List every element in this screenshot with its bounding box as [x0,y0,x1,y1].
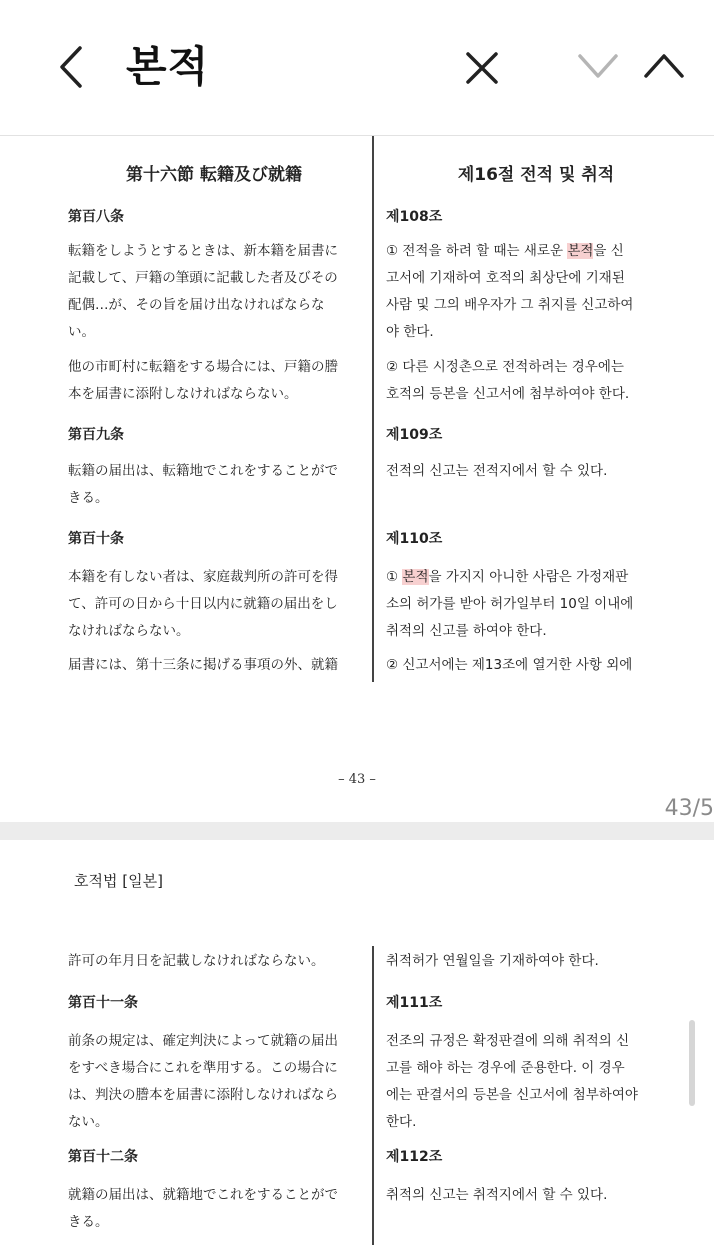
close-search-button[interactable] [462,48,502,88]
article-text-jp [68,652,362,679]
text-line: い。 [68,324,95,340]
running-head: 호적법 [일본] [74,872,163,890]
text-line: をすべき場合にこれを準用する。この場合に [68,1060,338,1076]
text-line: なければならない。 [68,623,190,639]
text-line [386,238,688,265]
text-line: 호적의 등본을 신고서에 첨부하여야 한다. [386,386,630,402]
text-line: 고를 해야 하는 경우에 준용한다. 이 경우 [386,1060,625,1076]
text-line: 本籍を有しない者は、家庭裁判所の許可を得 [68,569,338,585]
text-span: 을 가지지 아니한 사람은 가정재판 [428,569,629,585]
text-line: 소의 허가를 받아 허가일부터 10일 이내에 [386,596,634,612]
text-line: きる。 [68,1214,109,1230]
next-match-button[interactable] [576,50,620,82]
article-title-kr: 제109조 [386,427,443,443]
text-line: 本を届書に添附しなければならない。 [68,386,298,402]
text-line: 届書には、第十三条に掲げる事項の外、就籍 [68,657,338,673]
section-heading-kr: 제16절 전적 및 취적 [457,165,615,185]
article-text-jp [68,1028,362,1136]
article-title-jp: 第百十二条 [68,1149,138,1165]
text-line: ない。 [68,1114,109,1130]
article-text-jp [68,564,362,645]
chevron-down-icon [576,50,620,82]
text-span: ① [386,569,403,585]
scrollbar-thumb[interactable] [689,1020,695,1106]
text-line: ② 다른 시정촌으로 전적하려는 경우에는 [386,359,624,375]
text-line: 한다. [386,1114,417,1130]
article-text-kr [386,354,688,408]
text-line: 許可の年月日を記載しなければならない。 [68,953,325,969]
text-line: ② 신고서에는 제13조에 열거한 사항 외에 [386,657,633,673]
text-line: は、判決の謄本を届書に添附しなければなら [68,1087,338,1103]
text-span: 을 신 [593,243,624,259]
column-divider [372,136,374,682]
text-line: 취적허가 연월일을 기재하여야 한다. [386,953,599,969]
text-line: 他の市町村に転籍をする場合には、戸籍の謄 [68,359,338,375]
article-text-jp [68,458,362,512]
text-line: て、許可の日から十日以内に就籍の届出をし [68,596,338,612]
search-term[interactable]: 본적 [126,42,210,91]
article-title-kr: 제110조 [386,531,443,547]
find-in-document-bar [0,0,714,136]
column-divider [372,946,374,1245]
article-text-jp [68,1182,362,1236]
article-text-kr [386,238,688,346]
article-text-kr [386,564,688,645]
text-span: ① 전적을 하려 할 때는 새로운 [386,243,568,259]
article-title-kr: 제108조 [386,209,443,225]
search-highlight[interactable]: 본적 [567,243,594,259]
article-title-jp: 第百八条 [68,209,124,225]
text-line: 就籍の届出は、就籍地でこれをすることがで [68,1187,338,1203]
article-text-jp [68,948,362,975]
chevron-up-icon [642,50,686,82]
article-text-jp [68,238,362,346]
article-title-jp: 第百十条 [68,531,124,547]
article-text-kr [386,1182,688,1209]
text-line: 配偶…が、その旨を届け出なければならな [68,297,325,313]
text-line [386,564,688,591]
document-page-44[interactable] [0,840,714,1245]
search-highlight[interactable]: 본적 [402,569,429,585]
article-text-kr [386,458,688,485]
text-line: 고서에 기재하여 호적의 최상단에 기재된 [386,270,625,286]
back-button[interactable] [52,44,92,90]
article-text-kr [386,1028,688,1136]
text-line: 취적의 신고를 하여야 한다. [386,623,547,639]
chevron-left-icon [52,44,92,90]
text-line: 前条の規定は、確定判決によって就籍の届出 [68,1033,338,1049]
article-title-jp: 第百十一条 [68,995,138,1011]
text-line: 에는 판결서의 등본을 신고서에 첨부하여야 [386,1087,638,1103]
text-line: 전조의 규정은 확정판결에 의해 취적의 신 [386,1033,630,1049]
article-title-kr: 제111조 [386,995,443,1011]
page-number: – 43 – [338,772,376,787]
text-line: 記載して、戸籍の筆頭に記載した者及びその [68,270,338,286]
article-title-kr: 제112조 [386,1149,443,1165]
text-line: 야 한다. [386,324,434,340]
document-page-43[interactable] [0,136,714,822]
previous-match-button[interactable] [642,50,686,82]
article-title-jp: 第百九条 [68,427,124,443]
section-heading-jp: 第十六節 転籍及び就籍 [126,165,302,185]
text-line: 사람 및 그의 배우자가 그 취지를 신고하여 [386,297,634,313]
text-line: 취적의 신고는 취적지에서 할 수 있다. [386,1187,608,1203]
article-text-kr [386,948,688,975]
article-text-jp [68,354,362,408]
text-line: 転籍の届出は、転籍地でこれをすることがで [68,463,338,479]
text-line: 転籍をしようとするときは、新本籍を届書に [68,243,338,259]
text-line: きる。 [68,490,109,506]
page-gap [0,822,714,840]
page-counter: 43/5 [664,796,714,821]
article-text-kr [386,652,688,679]
close-icon [462,48,502,88]
text-line: 전적의 신고는 전적지에서 할 수 있다. [386,463,608,479]
